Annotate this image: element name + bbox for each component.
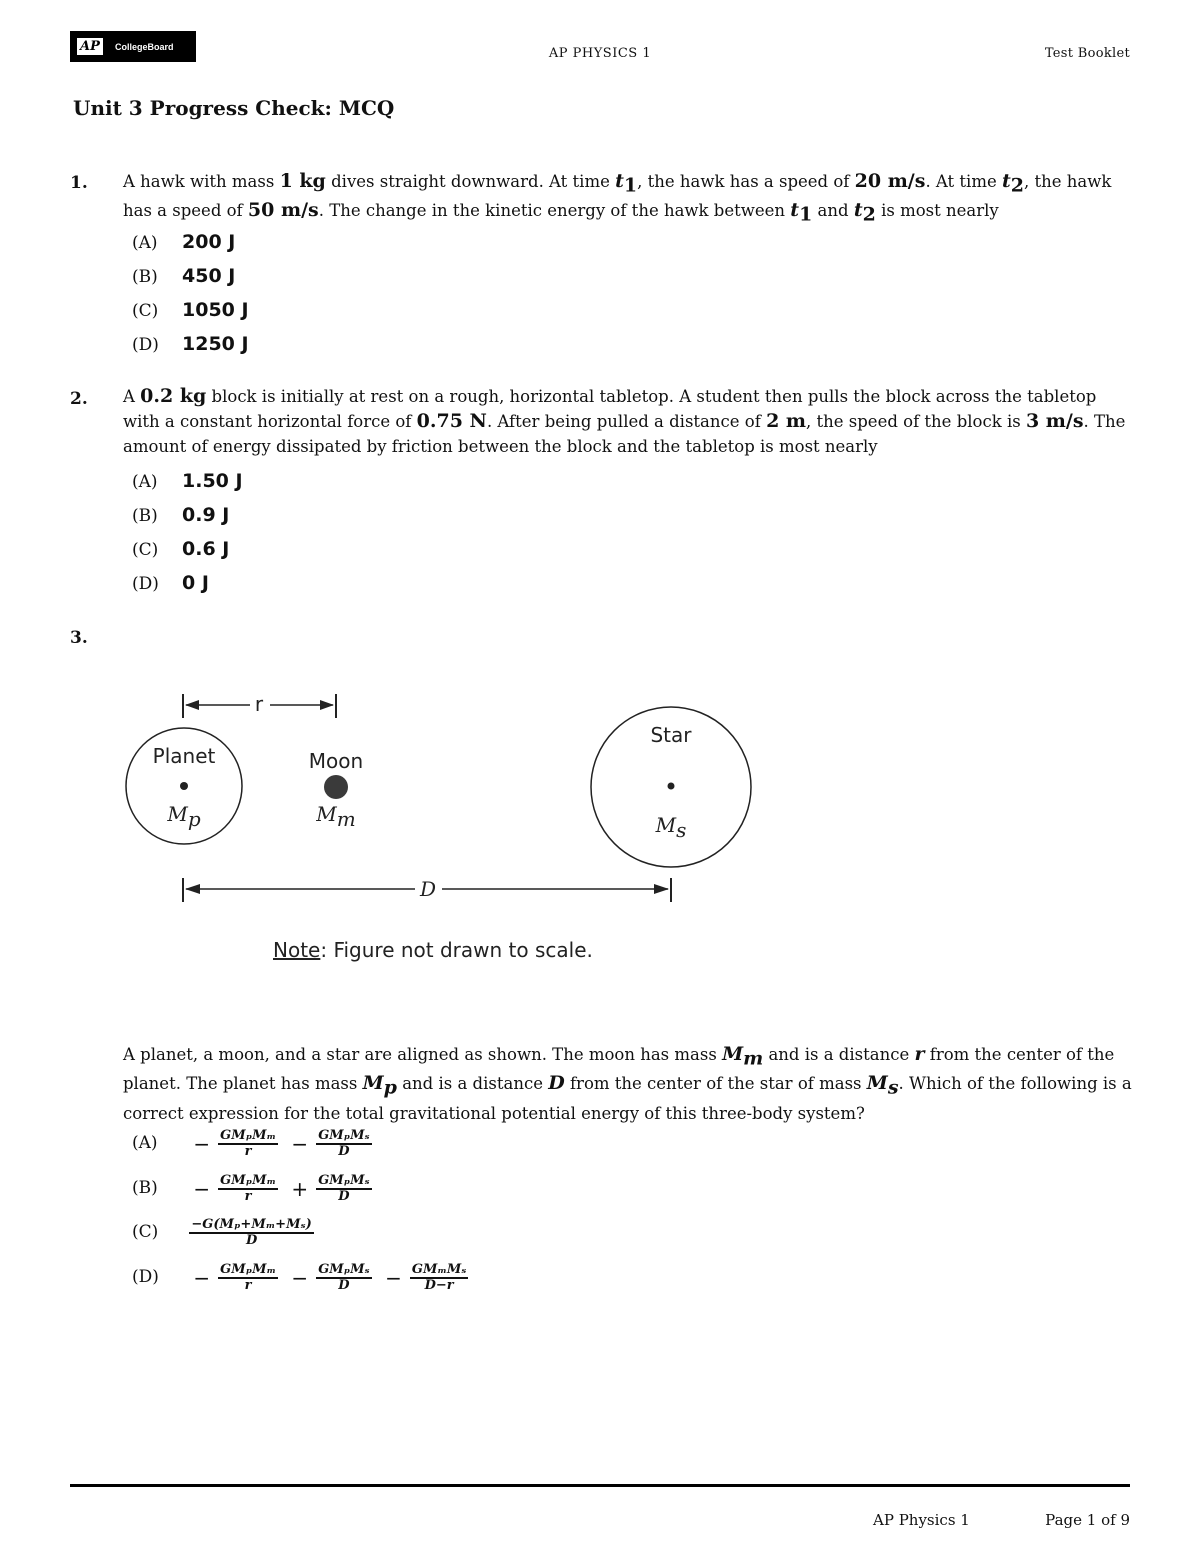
fraction: $\frac{\text{GMₚMₛ}}{D}$ bbox=[318, 1128, 370, 1159]
r-dimension bbox=[183, 692, 336, 718]
question-3-number: 3. bbox=[70, 628, 88, 648]
question-1-choice-b[interactable]: (B) 450 J bbox=[132, 265, 236, 287]
moon-mass-label: Mm bbox=[316, 802, 356, 831]
fraction: $\frac{\text{GMₚMₘ}}{r}$ bbox=[220, 1173, 277, 1204]
fraction: $\frac{\text{GMₚMₘ}}{r}$ bbox=[220, 1128, 277, 1159]
page-number: Page 1 of 9 bbox=[1045, 1511, 1130, 1529]
collegeboard-logo-text: CollegeBoard bbox=[115, 42, 174, 52]
question-3-choice-d[interactable]: (D) − $\frac{\text{GMₚMₘ}}{r}$ − $\frac{\text{GMₚMₛ}}{D}$ − $\frac{\text{GMₘMₛ}}{D-r}$ bbox=[132, 1262, 467, 1293]
star bbox=[591, 707, 751, 867]
question-1-choice-c[interactable]: (C) 1050 J bbox=[132, 299, 249, 321]
question-2-choice-b[interactable]: (B) 0.9 J bbox=[132, 504, 230, 526]
three-body-figure bbox=[100, 680, 780, 980]
question-1-number: 1. bbox=[70, 173, 88, 193]
question-2-number: 2. bbox=[70, 389, 88, 409]
question-1-stem: A hawk with mass 1 kg dives straight downward. At time $t_1$, the hawk has a speed of 20 m/s. At time $t_2$, the hawk has a speed of 50 m/s. The change in the kinetic energy of the hawk between $t_1$ and $t_2$ is most nearly bbox=[123, 170, 1112, 226]
fraction: $\frac{\text{−G(Mₚ+Mₘ+Mₛ)}}{D}$ bbox=[191, 1217, 312, 1248]
question-2-choice-a[interactable]: (A) 1.50 J bbox=[132, 470, 243, 492]
header-subject: AP PHYSICS 1 bbox=[548, 46, 652, 61]
question-2-stem: A 0.2 kg block is initially at rest on a rough, horizontal tabletop. A student then pulls the block across the tabletop with a constant horizontal force of 0.75 N. After being pulled a distance of 2 m, the speed of the block is 3 m/s. The amount of energy dissipated by friction between the block and the tabletop is most nearly bbox=[123, 385, 1126, 456]
star-label: Star bbox=[650, 723, 692, 747]
page-title: Unit 3 Progress Check: MCQ bbox=[73, 96, 395, 120]
planet-mass-label: Mp bbox=[167, 802, 201, 831]
fraction: $\frac{\text{GMₚMₘ}}{r}$ bbox=[220, 1262, 277, 1293]
moon bbox=[309, 749, 363, 831]
question-2-choice-d[interactable]: (D) 0 J bbox=[132, 572, 209, 594]
fraction: $\frac{\text{GMₚMₛ}}{D}$ bbox=[318, 1262, 370, 1293]
r-label: r bbox=[254, 692, 264, 716]
question-3-choice-a[interactable]: (A) − $\frac{\text{GMₚMₘ}}{r}$ − $\frac{\text{GMₚMₛ}}{D}$ bbox=[132, 1128, 370, 1159]
question-1-choice-d[interactable]: (D) 1250 J bbox=[132, 333, 249, 355]
moon-label: Moon bbox=[308, 749, 364, 773]
footer-subject: AP Physics 1 bbox=[873, 1511, 970, 1529]
planet bbox=[126, 728, 242, 844]
question-1-choice-a[interactable]: (A) 200 J bbox=[132, 231, 236, 253]
header-booklet: Test Booklet bbox=[1044, 46, 1130, 61]
figure-note: Note: Figure not drawn to scale. bbox=[273, 938, 593, 962]
footer-rule bbox=[70, 1484, 1130, 1487]
ap-logo-mark: AP bbox=[77, 38, 103, 55]
d-label: D bbox=[419, 877, 437, 901]
question-3-stem: A planet, a moon, and a star are aligned as shown. The moon has mass $M_m$ and is a distance r from the center of the planet. The planet has mass $M_p$ and is a distance D from the center of the star of mass $M_s$. Which of the following is a correct expression for the total gravitational potential energy of this three-body system? bbox=[123, 1043, 1132, 1123]
fraction: $\frac{\text{GMₚMₛ}}{D}$ bbox=[318, 1173, 370, 1204]
question-2-choice-c[interactable]: (C) 0.6 J bbox=[132, 538, 230, 560]
d-dimension bbox=[183, 877, 671, 902]
star-mass-label: Ms bbox=[655, 813, 687, 842]
planet-label: Planet bbox=[152, 744, 216, 768]
fraction: $\frac{\text{GMₘMₛ}}{D-r}$ bbox=[411, 1262, 467, 1293]
question-3-choice-b[interactable]: (B) − $\frac{\text{GMₚMₘ}}{r}$ + $\frac{\text{GMₚMₛ}}{D}$ bbox=[132, 1173, 370, 1204]
question-3-choice-c[interactable]: (C) $\frac{\text{−G(Mₚ+Mₘ+Mₛ)}}{D}$ bbox=[132, 1217, 312, 1248]
